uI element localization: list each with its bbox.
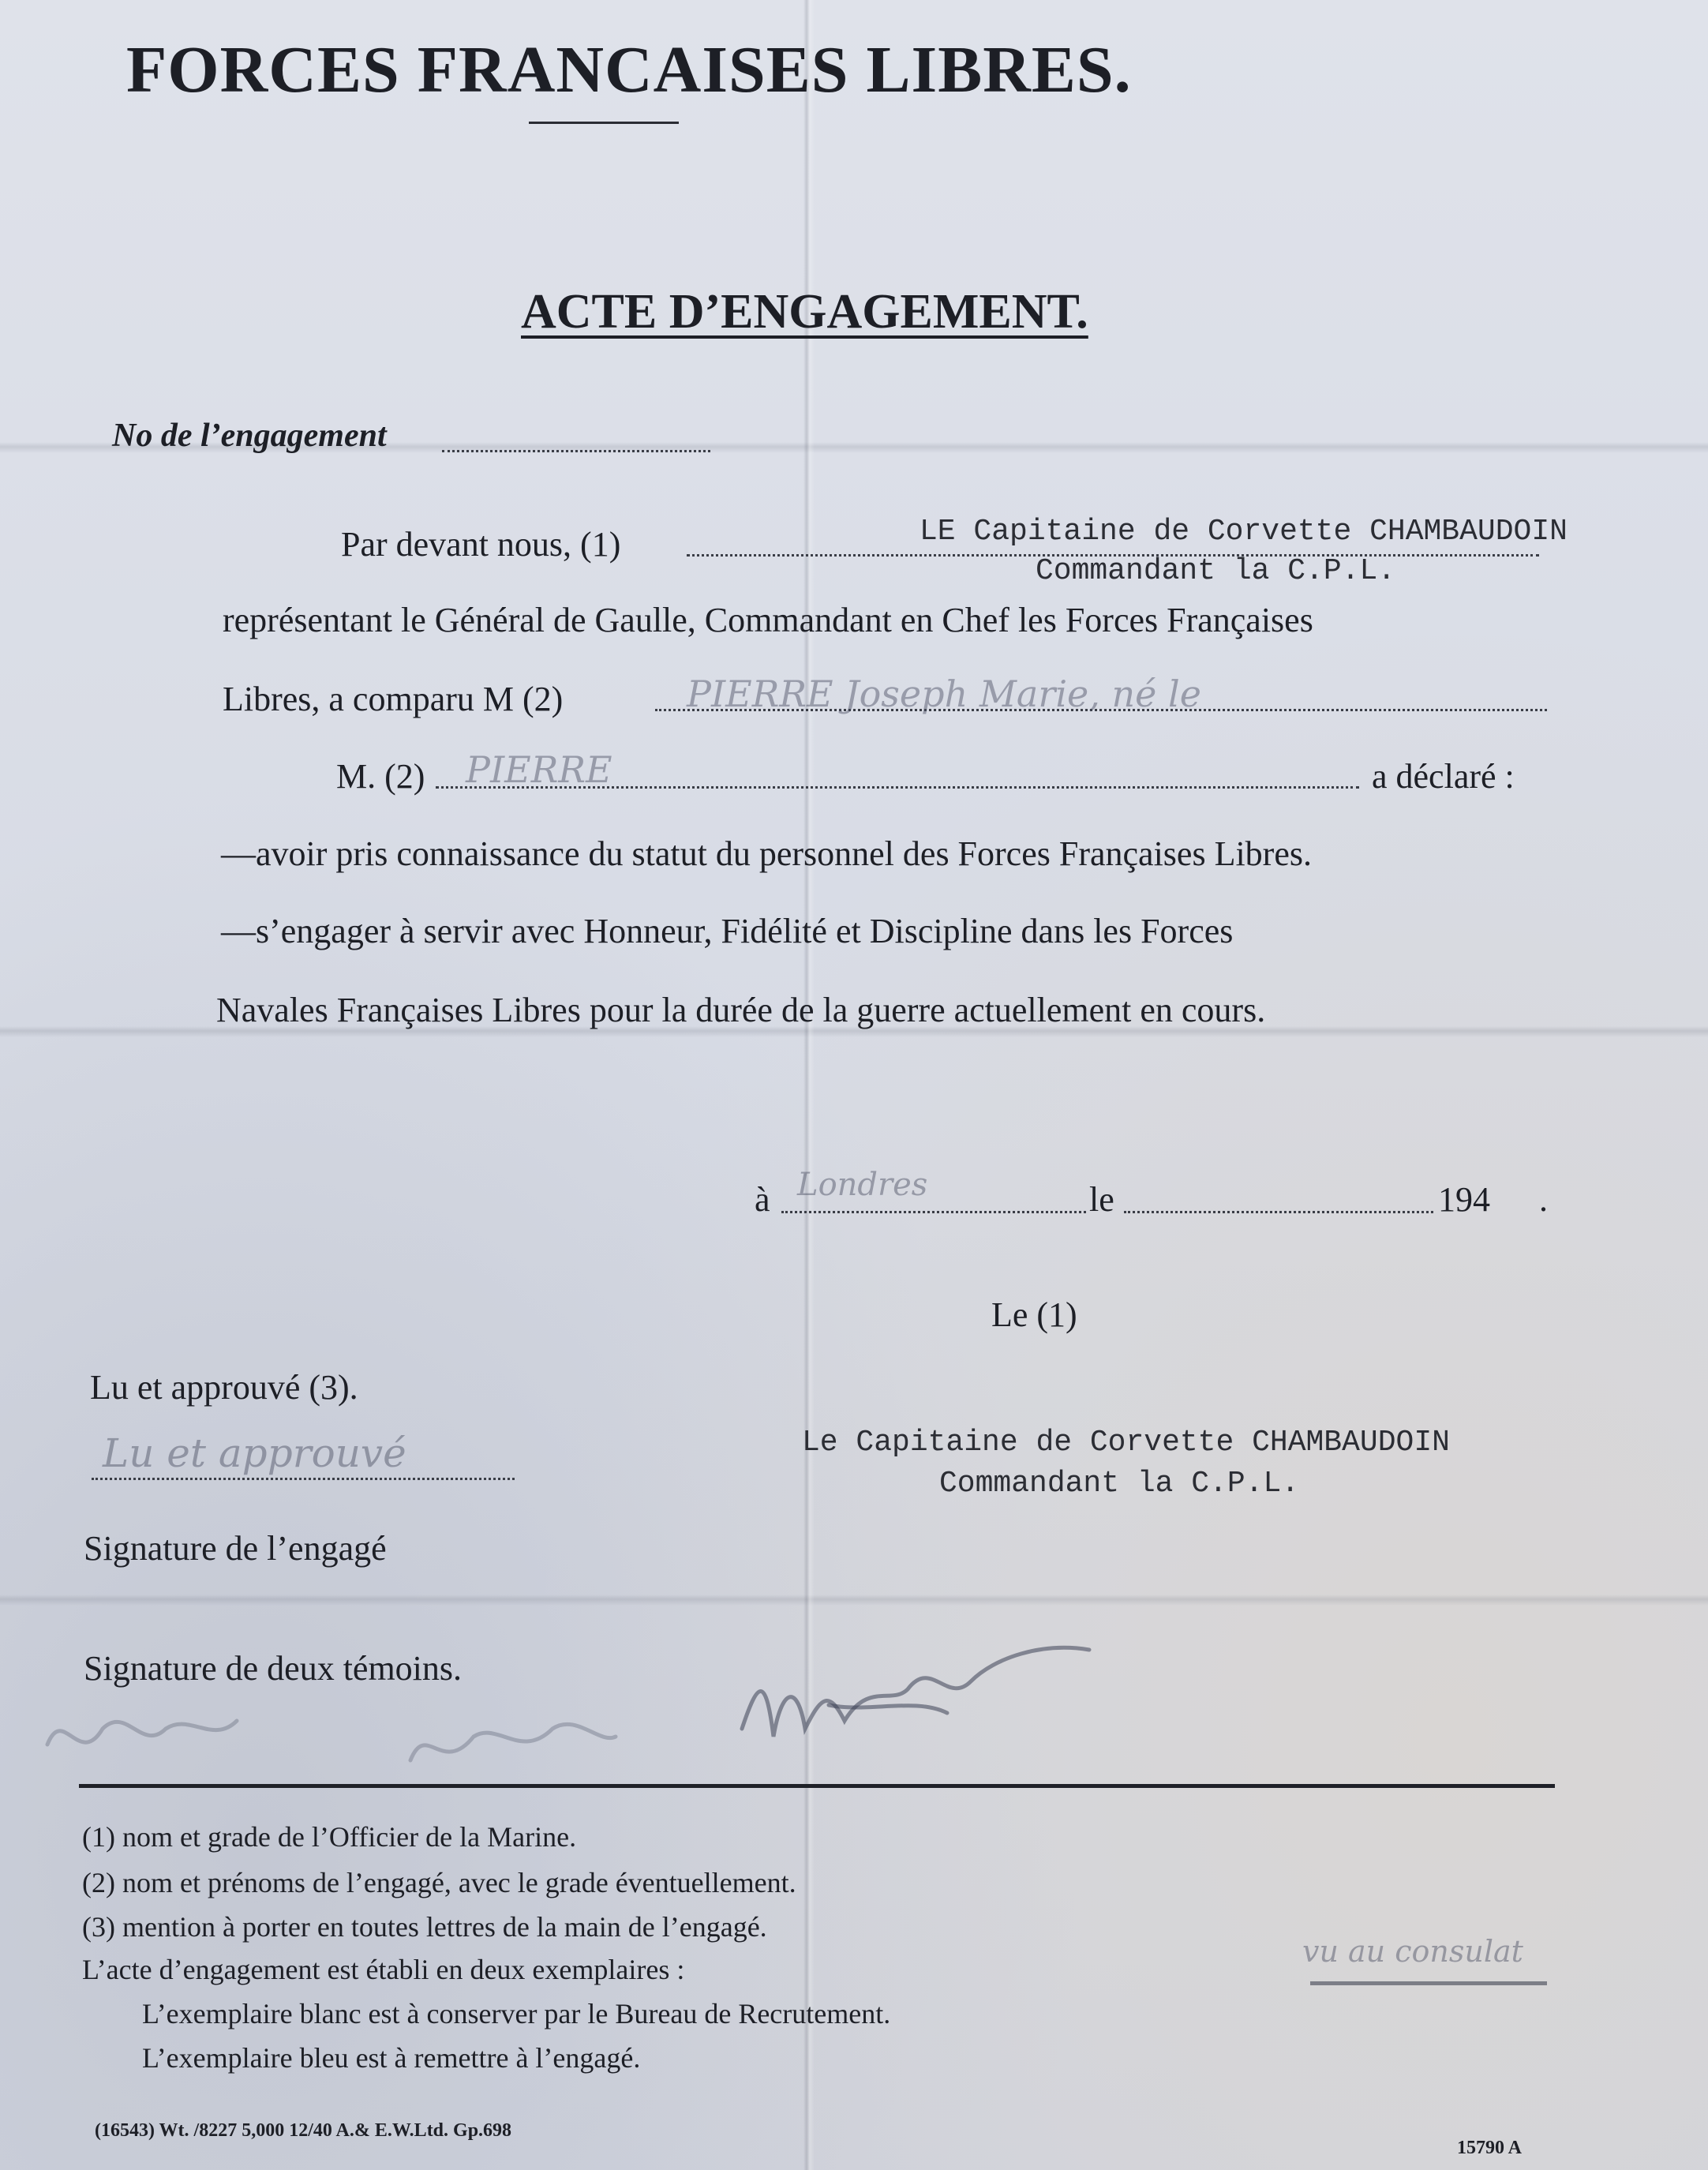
footnote-2: (2) nom et prénoms de l’engagé, avec le grade éventuellement. bbox=[82, 1867, 796, 1898]
comparu-label: Libres, a comparu M (2) bbox=[223, 680, 564, 718]
date-field-line bbox=[1124, 1211, 1433, 1213]
lu-approuve-label: Lu et approuvé (3). bbox=[90, 1368, 358, 1407]
date-le-label: le bbox=[1089, 1180, 1114, 1219]
officer-typed-line2: Commandant la C.P.L. bbox=[1036, 554, 1396, 588]
place-field-line bbox=[781, 1211, 1086, 1213]
footnote-4: L’acte d’engagement est établi en deux exemplaires : bbox=[82, 1954, 685, 1985]
place-a-label: à bbox=[755, 1180, 770, 1219]
declaration-bullet-3: Navales Françaises Libres pour la durée de la guerre actuellement en cours. bbox=[216, 991, 1266, 1029]
document-title: FORCES FRANCAISES LIBRES. bbox=[126, 33, 1132, 107]
place-handwritten: Londres bbox=[797, 1167, 928, 1203]
year-label: 194 bbox=[1438, 1180, 1490, 1219]
footnote-6: L’exemplaire bleu est à remettre à l’engagé. bbox=[142, 2042, 641, 2074]
representant-line: représentant le Général de Gaulle, Commandant en Chef les Forces Françaises bbox=[223, 601, 1313, 639]
engagement-number-label: No de l’engagement bbox=[112, 418, 387, 454]
signatory-label: Le (1) bbox=[991, 1295, 1077, 1334]
title-divider bbox=[529, 122, 679, 124]
form-number: 15790 A bbox=[1457, 2138, 1523, 2158]
lu-approuve-handwritten: Lu et approuvé bbox=[103, 1430, 406, 1476]
lu-approuve-field-line bbox=[92, 1478, 515, 1480]
m2-label: M. (2) bbox=[336, 757, 425, 796]
officer-signature bbox=[710, 1610, 1184, 1768]
signatory-typed-line2: Commandant la C.P.L. bbox=[939, 1467, 1300, 1501]
year-dot: . bbox=[1539, 1180, 1548, 1219]
margin-note-underline bbox=[1310, 1981, 1547, 1985]
officer-typed-line1: LE Capitaine de Corvette CHAMBAUDOIN bbox=[920, 515, 1568, 549]
declaration-bullet-2: —s’engager à servir avec Honneur, Fidélité et Discipline dans les Forces bbox=[221, 912, 1234, 950]
signature-temoins-label: Signature de deux témoins. bbox=[84, 1649, 463, 1688]
comparu-handwritten-name: PIERRE Joseph Marie, né le bbox=[687, 673, 1201, 715]
document-subtitle: ACTE D’ENGAGEMENT. bbox=[521, 285, 1088, 339]
footnote-separator bbox=[79, 1784, 1555, 1788]
declaration-bullet-1: —avoir pris connaissance du statut du personnel des Forces Françaises Libres. bbox=[221, 834, 1312, 873]
a-declare-label: a déclaré : bbox=[1372, 757, 1515, 796]
footnote-3: (3) mention à porter en toutes lettres de la main de l’engagé. bbox=[82, 1911, 767, 1943]
signature-engage-label: Signature de l’engagé bbox=[84, 1529, 387, 1568]
witness-signatures bbox=[32, 1673, 631, 1792]
printer-imprint: (16543) Wt. /8227 5,000 12/40 A.& E.W.Ltd. Gp.698 bbox=[95, 2120, 512, 2141]
engagement-number-field bbox=[442, 450, 710, 452]
par-devant-label: Par devant nous, (1) bbox=[341, 525, 621, 564]
signatory-typed-line1: Le Capitaine de Corvette CHAMBAUDOIN bbox=[802, 1426, 1450, 1460]
margin-handwritten-note: vu au consulat bbox=[1302, 1934, 1523, 1969]
footnote-1: (1) nom et grade de l’Officier de la Marine. bbox=[82, 1821, 577, 1853]
footnote-5: L’exemplaire blanc est à conserver par le Bureau de Recrutement. bbox=[142, 1998, 891, 2029]
m2-handwritten-name: PIERRE bbox=[466, 748, 612, 791]
